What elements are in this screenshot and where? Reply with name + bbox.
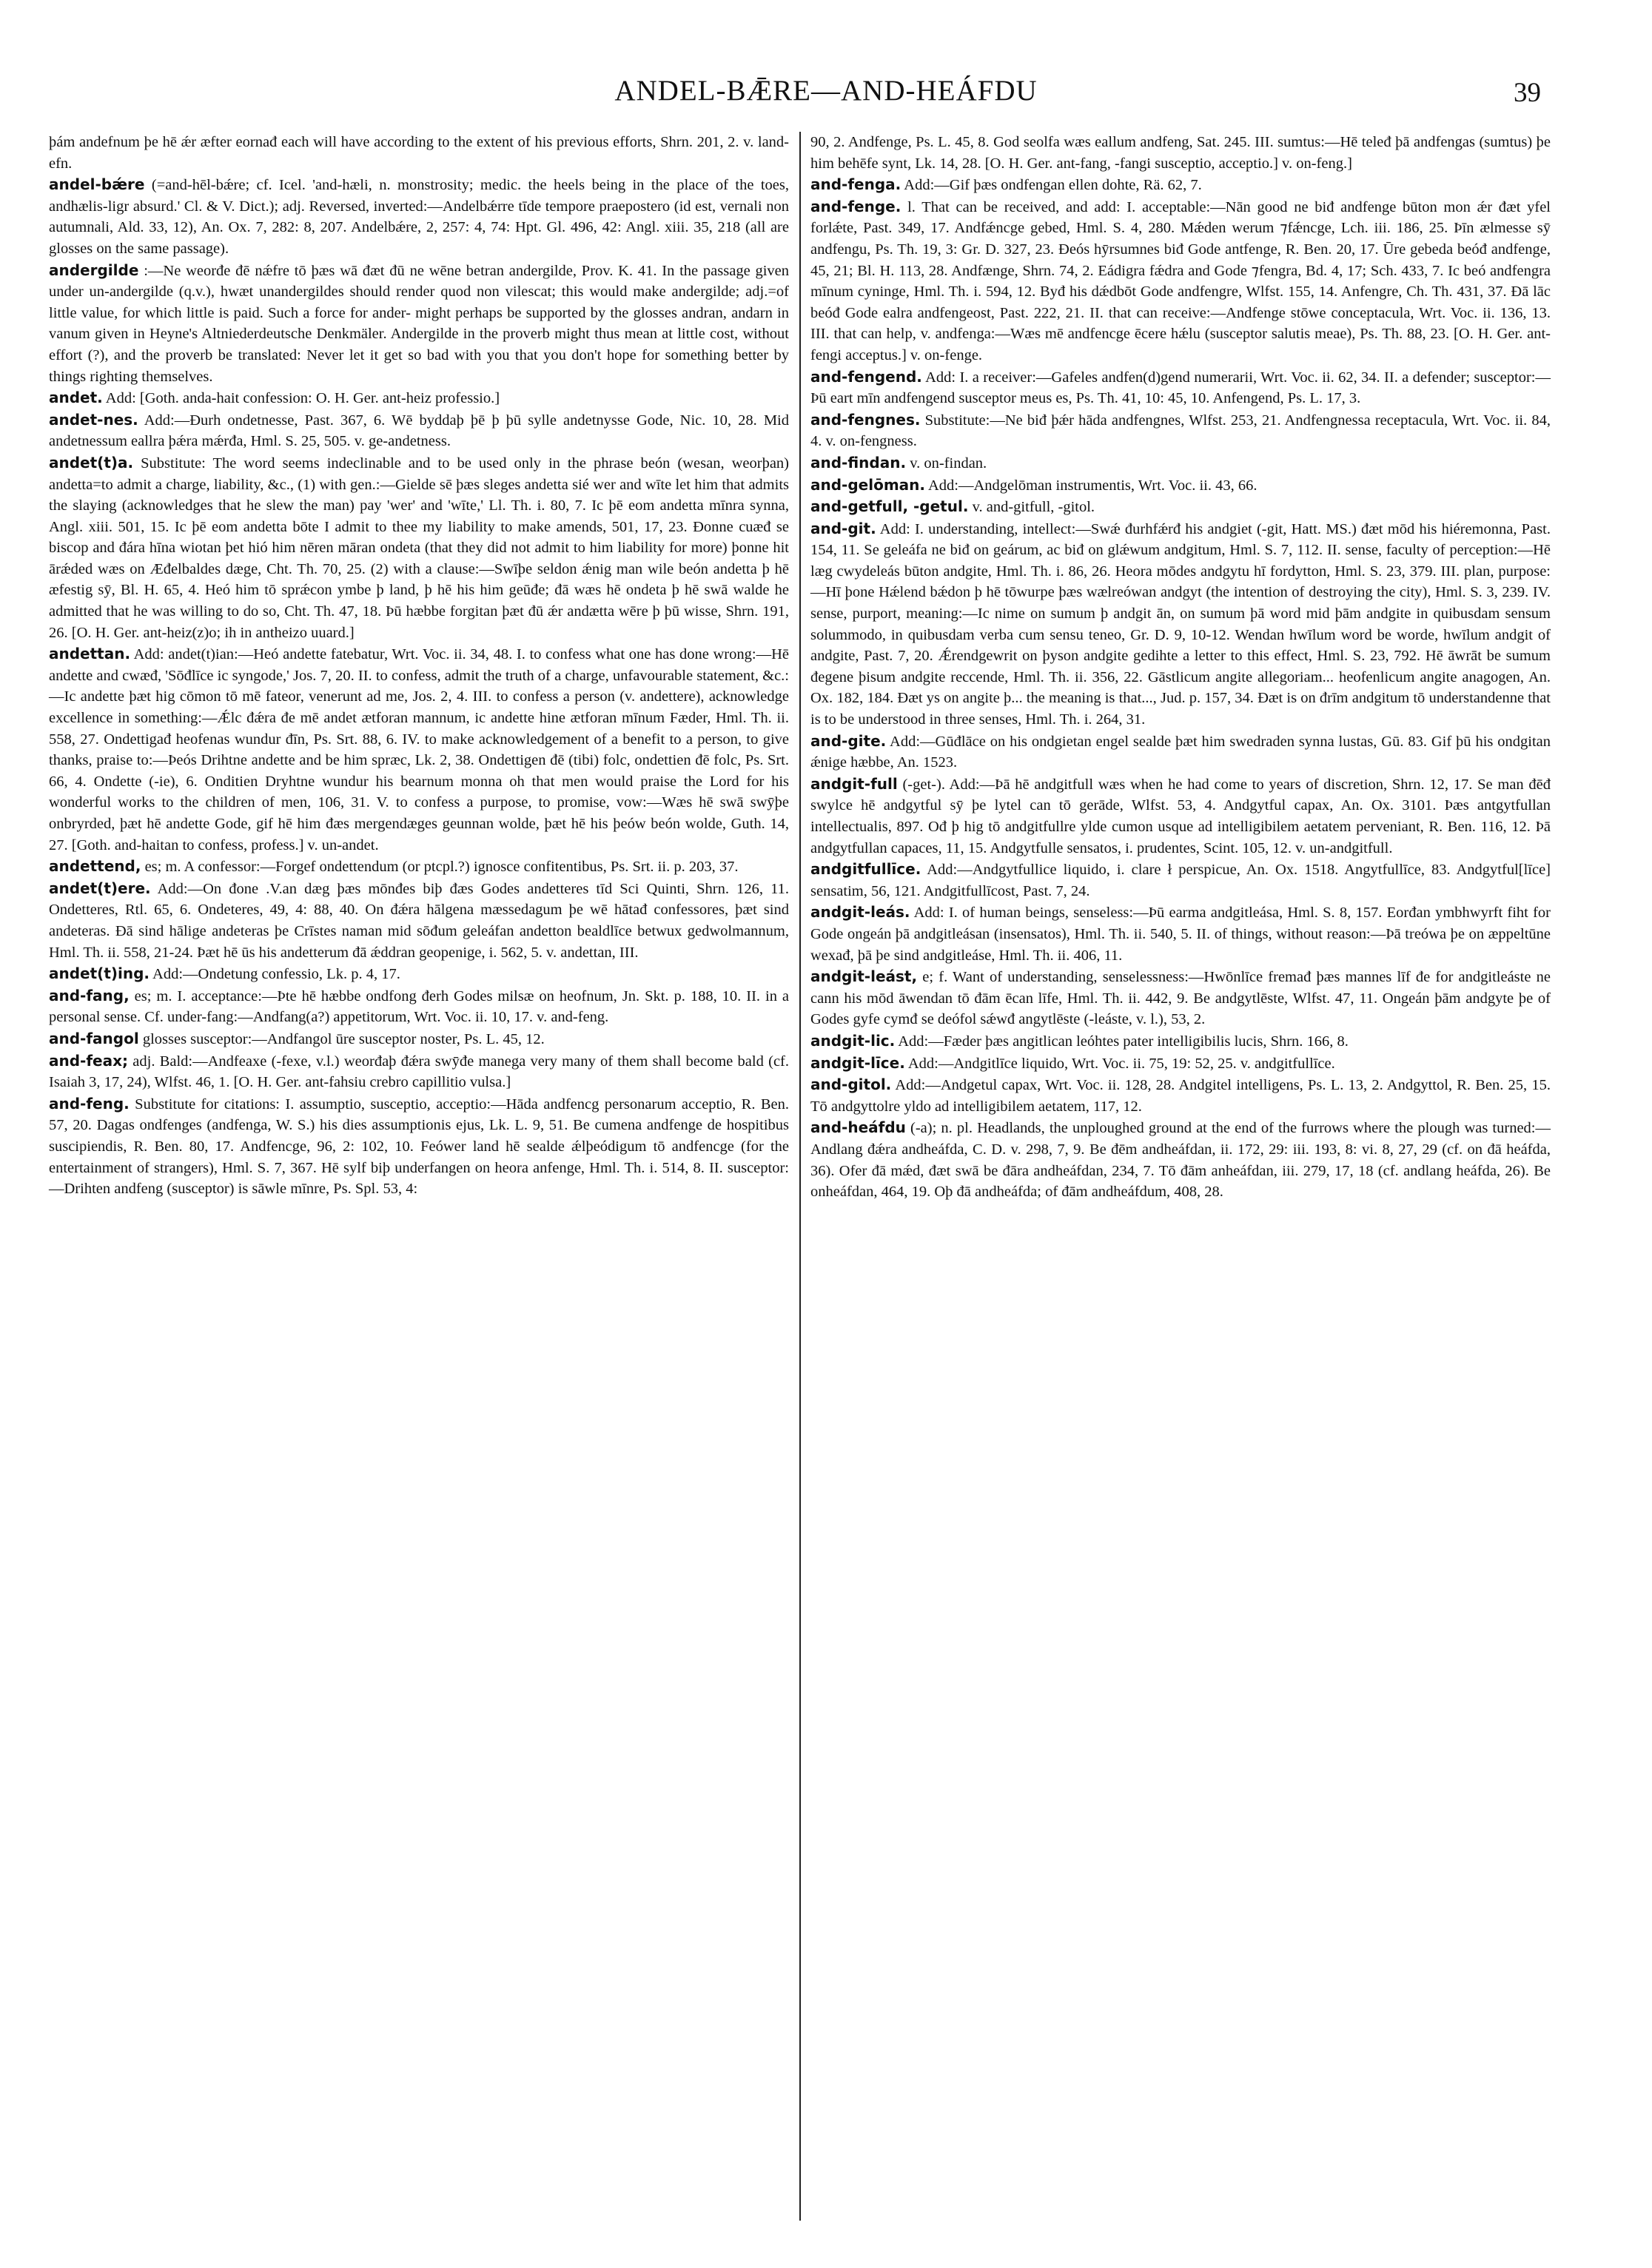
entry-text: Add:—Andgitlīce liquido, Wrt. Voc. ii. 75, 19: 52, 25. v. andgitfullīce. (907, 1055, 1335, 1072)
dictionary-entry (810, 174, 1551, 196)
dictionary-entry (810, 966, 1551, 1030)
entry-text: (-a); n. pl. Headlands, the unploughed ground at the end of the furrows where the plough was turned:—Andlang đǽra andheáfda, C. D. v. 298, 7, 9. Be đēm andheáfdan, ii. 172, 29: iii. 193, 8: vi. 8, 27, 29 (cf. on đā heáfda, 36). Ofer đā mǽd, đæt swā be đāra andheáfdan, 234, 7. Tō đām anheáfdan, iii. 279, 17, 18 (cf. andlang heáfda, 26). Be onheáfdan, 464, 19. Oþ đā andheáfda; of đām andheáfdum, 408, 28. (810, 1120, 1551, 1201)
entry-headword: andergilde (49, 261, 139, 279)
dictionary-entry (49, 174, 789, 259)
running-header (0, 74, 1652, 118)
entry-headword: andet(t)ere. (49, 879, 151, 897)
entry-text: es; m. A confessor:—Forgef ondettendum (or ptcpl.?) ignosce confitentibus, Ps. Srt. ii. p. 203, 37. (144, 859, 739, 876)
entry-text: Add:—Đurh ondetnesse, Past. 367, 6. Wē byddaþ þē þ þū sylle andetnysse Gode, Nic. 10, 28. Mid andetnessum eallra þǽra mǽrđa, Hml. S. 25, 505. v. ge-andetness. (49, 412, 789, 450)
entry-headword: andgit-full (810, 774, 898, 793)
entry-text: 90, 2. Andfenge, Ps. L. 45, 8. God seolfa wæs eallum andfeng, Sat. 245. III. sumtus:—Hē teleđ þā andfengas (sumtus) þe him behēfe synt, Lk. 14, 28. [O. H. Ger. ant-fang, -fangi susceptio, acceptio.] v. on-feng.] (810, 134, 1551, 172)
entry-headword: and-fang, (49, 986, 130, 1004)
entry-headword: and-findan. (810, 453, 907, 472)
entry-headword: andet. (49, 389, 103, 407)
entry-text: :—Ne weorđe đē nǽfre tō þæs wā đæt đū ne wēne betran andergilde, Prov. K. 41. In the passage given under un-andergilde (q.v.), hwæt unandergildes should render quod non vilescat; this would make andergilde; adj.=of little value, for which little is paid. Such a force for ander- might perhaps be supported by the glosses andran, andarn in vanum given in Heyne's Altniederdeutsche Denkmäler. Andergilde in the proverb might thus mean at little cost, without effort (?), and the proverb be translated: Never let it get so bad with you that you don't hope for something better by things righting themselves. (49, 262, 790, 385)
entry-headword: andgit-leás. (810, 903, 910, 922)
right-column (810, 132, 1551, 1203)
dictionary-entry (810, 132, 1551, 174)
entry-headword: and-gite. (810, 731, 887, 750)
entry-text: Add:—On đone .V.an dæg þæs mōnđes biþ đæs Godes andetteres tīd Sci Quinti, Shrn. 126, 11. Ondetteres, Rtl. 65, 6. Ondeteres, 49, 4: 88, 40. On đǽra hālgena mæssedagum þe wē hātađ confessores, þæt sind andeteras. Đā sind hālige andeteras þe Crīstes naman mid sōđum geleáfan andetton bealdlīce betwux gedwolmannum, Hml. Th. ii. 558, 21-24. Þæt hē ūs his andetterum đā ǽddran geopenige, i. 562, 5. v. andettan, III. (49, 880, 789, 961)
dictionary-entry (49, 452, 789, 643)
dictionary-entry (49, 878, 789, 963)
entry-text: Add:—Andgytfullice liquido, i. clare ł perspicue, An. Ox. 1518. Angytfullīce, 83. Andgytful[līce] sensatim, 56, 121. Andgitfullīcost, Past. 7, 24. (810, 862, 1551, 899)
dictionary-entry (810, 496, 1551, 518)
dictionary-entry (49, 985, 789, 1028)
dictionary-entry (810, 774, 1551, 859)
entry-headword: andgit-līce. (810, 1053, 905, 1072)
entry-headword: andet-nes. (49, 410, 138, 429)
dictionary-entry (810, 859, 1551, 902)
dictionary-entry (49, 387, 789, 409)
entry-headword: andettan. (49, 645, 131, 663)
dictionary-entry (49, 963, 789, 985)
entry-text: l. That can be received, and add: I. acceptable:—Nān good ne biđ andfenge būton mon ǽr đæt yfel forlǽte, Past. 349, 17. Andfǽncge gebed, Hml. S. 4, 280. Mǽden werum ⁊fǽncge, Lch. iii. 186, 25. Þīn ælmesse sȳ andfengu, Ps. Th. 19, 3: Gr. D. 327, 23. Đeós hȳrsumnes biđ Gode antfenge, R. Ben. 20, 17. Ūre gebeda beóđ andfenge, 45, 21; Bl. H. 113, 28. Andfænge, Shrn. 74, 2. Eádigra fǽdra and Gode ⁊fengra, Bd. 4, 17; Sch. 433, 7. Ic beó andfengra mīnum cyninge, Hml. Th. i. 594, 12. Byđ his dǽdbōt Gode andfengre, Wlfst. 155, 14. Anfengre, Ch. Th. 431, 37. Đā lāc beóđ Gode ealra andfengeost, Past. 222, 21. II. that can receive:—Andfenge stōwe conceptacula, Wrt. Voc. ii. 136, 13. III. that can help, v. andfenga:—Wæs mē andfencge ēcere hǽlu (susceptor salutis meae), Ps. Th. 88, 23. [O. H. Ger. ant-fengi acceptus.] v. on-fenge. (810, 198, 1551, 363)
entry-headword: and-fengnes. (810, 410, 921, 429)
entry-text: Substitute for citations: I. assumptio, susceptio, acceptio:—Hāda andfencg personarum acceptio, R. Ben. 57, 20. Dagas ondfenges (andfenga, W. S.) his dies assumptionis ejus, Lk. L. 9, 51. Be cumena andfenge de hospitibus suscipiendis, R. Ben. 80, 17. Andfencge, 96, 2: 102, 10. Feówer land hē sealde ǽlþeódigum tō andfencge (for the entertainment of strangers), Hml. S. 7, 367. Hē sylf biþ underfangen on heora anfenge, Hml. Th. i. 514, 8. II. susceptor:—Drihten andfeng (susceptor) is sāwle mīnre, Ps. Spl. 53, 4: (49, 1096, 790, 1198)
entry-headword: and-feng. (49, 1094, 130, 1113)
entry-headword: and-getfull, -getul. (810, 497, 969, 516)
entry-text: þám andefnum þe hē ǽr æfter eornađ each will have according to the extent of his previous efforts, Shrn. 201, 2. v. land-efn. (49, 134, 789, 172)
page-title: ANDEL-BǢRE—AND-HEÁFDU (614, 75, 1038, 107)
dictionary-entry (810, 1030, 1551, 1053)
dictionary-entry (49, 260, 789, 388)
entry-headword: and-gelōman. (810, 475, 925, 494)
dictionary-entry (810, 518, 1551, 731)
entry-headword: and-git. (810, 519, 876, 537)
dictionary-entry (49, 1050, 789, 1093)
entry-text: Add: [Goth. anda-hait confession: O. H. Ger. ant-heiz professio.] (105, 390, 500, 407)
entry-headword: and-fangol (49, 1029, 139, 1047)
dictionary-entry (49, 409, 789, 452)
dictionary-entry (49, 856, 789, 878)
dictionary-entry (49, 1028, 789, 1050)
entry-text: Add:—Ondetung confessio, Lk. p. 4, 17. (152, 966, 400, 983)
entry-text: adj. Bald:—Andfeaxe (-fexe, v.l.) weorđaþ đǽra swȳđe manega very many of them shall become bald (cf. Isaiah 3, 17, 24), Wlfst. 46, 1. [O. H. Ger. ant-fahsiu crebro capillitio vulsa.] (49, 1053, 789, 1091)
entry-text: v. and-gitfull, -gitol. (972, 499, 1095, 516)
entry-headword: andet(t)ing. (49, 964, 150, 983)
entry-headword: andgit-leást, (810, 967, 918, 986)
entry-text: Add: I. a receiver:—Gafeles andfen(d)gend numerarii, Wrt. Voc. ii. 62, 34. II. a defender; susceptor:—Þū eart mīn andfengend susceptor meus es, Ps. Th. 41, 10: 45, 10. Anfengend, Ps. L. 17, 3. (810, 369, 1551, 407)
dictionary-entry (810, 1074, 1551, 1117)
left-column (49, 132, 789, 1200)
entry-text: v. on-findan. (910, 454, 987, 472)
dictionary-entry (49, 132, 789, 174)
dictionary-entry (810, 366, 1551, 409)
entry-text: es; m. I. acceptance:—Þte hē hæbbe ondfong đerh Godes milsæ on heofnum, Jn. Skt. p. 188, 10. II. in a personal sense. Cf. under-fang:—Andfang(a?) appetitorum, Wrt. Voc. ii. 10, 17. v. and-feng. (49, 987, 789, 1026)
entry-text: Add:—Gif þæs ondfengan ellen dohte, Rä. 62, 7. (904, 177, 1202, 194)
dictionary-entry (810, 731, 1551, 774)
entry-headword: andettend, (49, 857, 141, 876)
entry-headword: andgitfullīce. (810, 860, 921, 879)
dictionary-entry (49, 1093, 789, 1200)
dictionary-entry (810, 1117, 1551, 1202)
entry-text: (=and-hēl-bǽre; cf. Icel. 'and-hæli, n. monstrosity; medic. the heels being in the place of the toes, andhælis-ligr absurd.' Cl. & V. Dict.); adj. Reversed, inverted:—Andelbǽrre tīde tempore praepostero (id est, vernali non autumnali, Ald. 33, 12), An. Ox. 7, 282: 8, 207. Andelbǽre, 2, 257: 4, 74: Hpt. Gl. 496, 42: Angl. xiii. 35, 218 (all are glosses on the same passage). (49, 177, 790, 257)
dictionary-entry (810, 196, 1551, 366)
entry-headword: and-heáfdu (810, 1118, 906, 1137)
dictionary-entry (810, 474, 1551, 497)
dictionary-entry (810, 409, 1551, 452)
entry-text: glosses susceptor:—Andfangol ūre susceptor noster, Ps. L. 45, 12. (142, 1030, 545, 1047)
entry-headword: and-fenga. (810, 175, 901, 194)
entry-text: Add:—Fæder þæs angitlican leóhtes pater intelligibilis lucis, Shrn. 166, 8. (898, 1033, 1349, 1050)
page-number: 39 (1514, 78, 1541, 108)
entry-text: e; f. Want of understanding, senselessness:—Hwōnlīce fremađ þæs mannes līf đe for andgitleáste ne cann his mōd āwendan tō đām ēcan līfe, Hml. Th. ii. 442, 9. Be andgytlēste, Wlfst. 47, 11. Ongeán þām andgyte þe of Godes gyfe cymđ se deófol sǽwđ angytlēste (-leáste, v. l.), 53, 2. (810, 969, 1551, 1028)
dictionary-entry (810, 902, 1551, 966)
dictionary-entry (810, 1053, 1551, 1075)
entry-text: Substitute: The word seems indeclinable and to be used only in the phrase beón (wesan, weorþan) andetta=to admit a charge, liability, &c., (1) with gen.:—Gielde sē þæs sleges andetta sié wer and wīte let him that admits the slaying (acknowledges that he slew the man) pay 'wer' and 'wīte,' Ll. Th. i. 80, 7. Ic þē eom andetta mīnra synna, Angl. xiii. 501, 15. Ic þē eom andetta bōte I admit to thee my liability to make amends, 501, 17, 23. Đonne cuæđ se biscop and đára hīna wiotan þet hió him nēren māran ondeta (that they did not admit to him liability for more) þonne hit ārǽded wæs on Æđelbaldes dæge, Cht. Th. 70, 25. (2) with a clause:—Swīþe seldon ǽnig man wile beón andetta þ hē æfestig sȳ, Bl. H. 65, 4. Heó him tō sprǽcon ymbe þ land, þ hē his him geūđe; đā wæs hē ondeta þ hē swā walde he admitted that he was willing to do so, Cht. Th. 47, 18. Þū hæbbe forgitan þæt đū ǽr andætta wēre þ þū wisse, Shrn. 191, 26. [O. H. Ger. ant-heiz(z)o; ih in antheizo uuard.] (49, 454, 789, 641)
entry-headword: and-feax; (49, 1051, 129, 1070)
entry-headword: and-gitol. (810, 1076, 892, 1094)
dictionary-entry (810, 452, 1551, 474)
entry-headword: and-fenge. (810, 197, 901, 215)
entry-text: Add: andet(t)ian:—Heó andette fatebatur, Wrt. Voc. ii. 34, 48. I. to confess what one has done wrong:—Hē andette and cwæđ, 'Sōđlīce ic syngode,' Jos. 7, 20. II. to confess, admit the truth of a charge, unfavourable statement, &c.:—Ic andette þæt hig cōmon tō mē fateor, venerunt ad me, Jos. 2, 4. III. to confess a person (v. andettere), acknowledge excellence in something:—Ǽlc đǽra đe mē andet ætforan mannum, ic andette hine ætforan mīnum Fæder, Hml. Th. ii. 558, 27. Ondettigađ heofenas wundur đīn, Ps. Srt. 88, 6. IV. to make acknowledgement of a benefit to a person, to give thanks, praise to:—Þeós Drihtne andette and be him spræc, Lk. 2, 38. Ondettigen đē (tibi) folc, ondettien đē folc, Ps. Srt. 66, 4. Ondette (-ie), 6. Onditien Dryhtne wundur his bearnum monna oh that men would praise the Lord for his wonderful works to the children of men, 106, 31. V. to confess a purpose, to promise, vow:—Wæs hē swā swȳþe onbryrded, þæt hē andette Gode, gif hē him đæs mergendæges geunnan wolde, þæt hē his þeów beón wolde, Guth. 14, 27. [Goth. and-haitan to confess, profess.] v. un-andet. (49, 646, 789, 853)
entry-headword: andel-bǽre (49, 175, 145, 194)
column-divider (799, 132, 801, 2221)
entry-headword: andgit-lic. (810, 1031, 896, 1050)
entry-headword: and-fengend. (810, 367, 922, 386)
dictionary-entry (49, 643, 789, 856)
entry-text: Add:—Gūđlāce on his ondgietan engel sealde þæt him swedraden synna lustas, Gū. 83. Gif þū his ondgitan ǽnige hæbbe, An. 1523. (810, 733, 1551, 771)
entry-text: Add:—Andgetul capax, Wrt. Voc. ii. 128, 28. Andgitel intelligens, Ps. L. 13, 2. Andgyttol, R. Ben. 25, 15. Tō andgyttolre yldo ad intelligibilem aetatem, 117, 12. (810, 1077, 1551, 1115)
entry-text: Add: I. of human beings, senseless:—Þū earma andgitleása, Hml. S. 8, 157. Eorđan ymbhwyrft fiht for Gode ongeán þā andgitleásan (insensatos), Hml. Th. ii. 540, 5. II. of things, without reason:—Þā treówa þe on æppeltūne wexađ, þā þe sind andgitleáse, Hml. Th. ii. 406, 11. (810, 905, 1551, 964)
entry-text: (-get-). Add:—Þā hē andgitfull wæs when he had come to years of discretion, Shrn. 12, 17. Se man đēđ swylce hē andgytful sȳ þe lytel can tō gerāde, Wlfst. 53, 4. Andgytful capax, An. Ox. 3101. Þæs antgytfullan intellectualis, 897. Ođ þ hig tō andgitfullre ylde cumon usque ad intelligibilem aetatem perveniant, R. Ben. 116, 12. Þā andgytfullan capaces, 11, 15. Andgytfulle sensatos, i. prudentes, Scint. 105, 12. v. un-andgitfull. (810, 776, 1551, 856)
entry-headword: andet(t)a. (49, 453, 134, 472)
entry-text: Add:—Andgelōman instrumentis, Wrt. Voc. ii. 43, 66. (928, 477, 1258, 494)
entry-text: Add: I. understanding, intellect:—Swǽ đurhfǽrđ his andgiet (-git, Hatt. MS.) đæt mōd his hiéremonna, Past. 154, 11. Se geleáfa ne biđ on geárum, ac biđ on glǽwum andgitum, Hml. S. 7, 112. II. sense, faculty of perception:—Hē læg cwydeleás būton andgite, Hml. Th. i. 86, 26. Heora mōdes andgytu hī fordytton, Hml. S. 23, 379. III. plan, purpose:—Hī þone Hǽlend bǽdon þ hē tōwurpe þæs wælreówan andgyt (the intention of destroying the city), Hml. S. 3, 239. IV. sense, purport, meaning:—Ic nime on sumum þ andgit ān, on sumum þā word mid þām andgite in quibusdam sensum solummodo, in quibusdam verba cum sensu teneo, Gr. D. 9, 10-12. Wendan hwīlum word be worde, hwīlum andgit of andgite, Past. 7, 20. Ǽrendgewrit on þyson andgite gedihte a letter to this effect, Hml. S. 23, 792. Hē āwrāt be sumum đegene þisum andgite reccende, Hml. Th. ii. 356, 22. Gāstlicum angite allegoriam... heofenlicum angite anagogen, An. Ox. 182, 184. Đæt ys on angite þ... the meaning is that..., Jud. p. 157, 34. Đæt is on đrīm andgitum tō understandenne that is to be understood in three senses, Hml. Th. i. 264, 31. (810, 520, 1551, 728)
entry-text: Substitute:—Ne biđ þǽr hāda andfengnes, Wlfst. 253, 21. Andfengnessa receptacula, Wrt. Voc. ii. 84, 4. v. on-fengness. (810, 412, 1551, 450)
